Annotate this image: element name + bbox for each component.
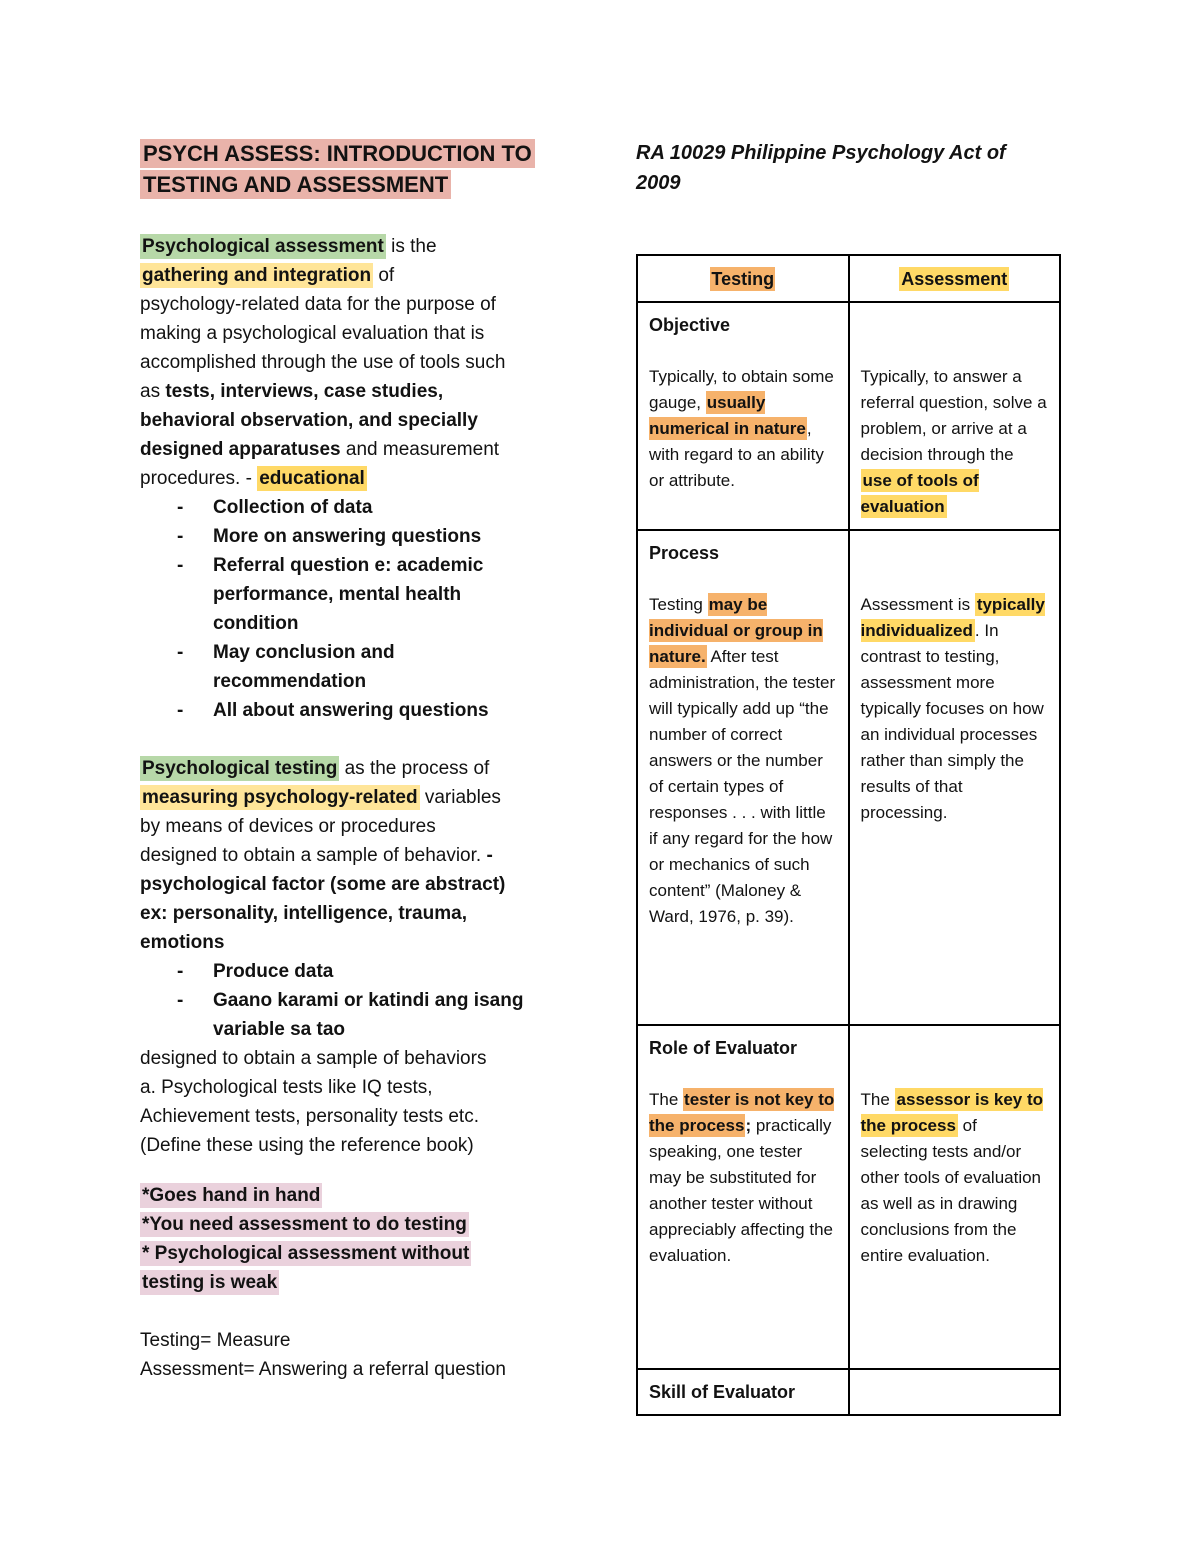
highlighted-text: typically individualized [860, 595, 1045, 640]
text-run: Gaano karami or katindi ang isang [213, 990, 524, 1011]
table-header-assessment [849, 255, 1061, 302]
text-run: performance, mental health [213, 584, 462, 605]
list-item-text [213, 700, 489, 721]
highlighted-text: educational [259, 468, 365, 489]
text-run: All about answering questions [213, 700, 489, 721]
table-row [637, 1025, 1060, 1369]
text-run: (Define these using the reference book) [140, 1135, 474, 1156]
list-item-text [213, 555, 483, 634]
cell-body [649, 364, 837, 494]
highlighted-text: TESTING AND ASSESSMENT [140, 170, 451, 199]
text-run: Typically, to obtain some gauge, [649, 367, 834, 412]
list-item [140, 696, 576, 725]
bullet-dash: - [177, 526, 184, 547]
cell-body [861, 364, 1049, 520]
list-item [140, 522, 576, 551]
text-run: Testing [649, 595, 708, 614]
table-cell-left [637, 302, 849, 530]
left-column [140, 138, 576, 1384]
assessment-paragraph [140, 232, 576, 493]
list-item [140, 638, 576, 696]
text-run: Produce data [213, 961, 334, 982]
cell-heading [861, 540, 1049, 566]
list-item-text [213, 990, 523, 1040]
highlighted-text: testing is weak [142, 1272, 278, 1293]
text-run: Assessment= Answering a referral question [140, 1359, 506, 1380]
text-run: making a psychological evaluation that is [140, 323, 485, 344]
text-run: Collection of data [213, 497, 373, 518]
list-item-text [213, 642, 395, 692]
cell-heading: Skill of Evaluator [649, 1382, 796, 1402]
right-column [636, 138, 1062, 1416]
text-run: . In contrast to testing, assessment more typically focuses on how an individual processes rather than simply the results of that processing. [860, 621, 1044, 822]
highlighted-text: assessor is key to the process [860, 1090, 1044, 1135]
text-run: , with regard to an ability or attribute. [649, 419, 824, 490]
behaviors-paragraph [140, 1044, 576, 1160]
table-header-row [637, 255, 1060, 302]
comparison-table [636, 254, 1061, 1416]
text-run: and measurement [340, 439, 500, 460]
highlighted-text: Assessment [901, 268, 1008, 289]
text-run: accomplished through the use of tools such [140, 352, 506, 373]
cell-heading [861, 312, 1049, 338]
text-run: as the process of [339, 758, 490, 779]
text-run: designed apparatuses [140, 439, 341, 460]
cell-heading: Role of Evaluator [649, 1038, 798, 1058]
text-run: More on answering questions [213, 526, 482, 547]
highlighted-text: Testing [711, 268, 775, 289]
table-body [637, 302, 1060, 1415]
text-run: ex: personality, intelligence, trauma, [140, 903, 467, 924]
bullet-dash: - [177, 961, 184, 982]
text-run: Testing= Measure [140, 1330, 291, 1351]
list-item-text [213, 526, 481, 547]
text-run: is the [385, 236, 437, 257]
highlighted-text: PSYCH ASSESS: INTRODUCTION TO [140, 139, 535, 168]
text-run: emotions [140, 932, 225, 953]
cell-heading: Process [649, 543, 720, 563]
table-cell-left [637, 1369, 849, 1415]
page-title [140, 138, 576, 200]
table-row [637, 530, 1060, 1025]
highlighted-text: tester is not key to the process [649, 1090, 835, 1135]
text-run: The [649, 1090, 684, 1109]
definitions [140, 1326, 576, 1384]
highlighted-text: * Psychological assessment without [142, 1243, 470, 1264]
text-run: behavioral observation, and specially [140, 410, 478, 431]
text-run: condition [213, 613, 299, 634]
highlighted-text: may be individual or group in nature. [649, 595, 823, 666]
cell-body [649, 592, 837, 930]
text-run: ; [745, 1116, 752, 1135]
text-run: variables [419, 787, 501, 808]
highlighted-text: usually numerical in nature [649, 393, 806, 438]
ra-law-title [636, 138, 1062, 198]
text-run: May conclusion and [213, 642, 395, 663]
cell-body [861, 1087, 1049, 1269]
table-cell-right [849, 1369, 1061, 1415]
text-run: practically speaking, one tester may be substituted for another tester without appreciably affecting the evaluation. [649, 1116, 833, 1265]
cell-heading: Objective [649, 315, 731, 335]
text-run: RA 10029 Philippine Psychology Act of [636, 142, 1006, 164]
cell-body [649, 1087, 837, 1269]
text-run: by means of devices or procedures [140, 816, 436, 837]
testing-bullet-list [140, 957, 576, 1044]
list-item [140, 551, 576, 638]
list-item [140, 957, 576, 986]
table-cell-right [849, 302, 1061, 530]
table-cell-right [849, 530, 1061, 1025]
bullet-dash: - [177, 700, 184, 721]
text-run: variable sa tao [213, 1019, 346, 1040]
side-notes [140, 1181, 576, 1297]
bullet-dash: - [177, 642, 184, 663]
text-run: psychological factor (some are abstract) [140, 874, 506, 895]
text-run: designed to obtain a sample of behaviors [140, 1048, 487, 1069]
text-run: Achievement tests, personality tests etc. [140, 1106, 479, 1127]
table-row [637, 302, 1060, 530]
table-header [637, 255, 1060, 302]
bullet-dash: - [177, 555, 184, 576]
highlighted-text: Psychological testing [142, 758, 338, 779]
highlighted-text: measuring psychology-related [142, 787, 418, 808]
text-run: The [860, 1090, 895, 1109]
text-run: - [486, 845, 493, 866]
testing-paragraph [140, 754, 576, 957]
text-run: of selecting tests and/or other tools of evaluation as well as in drawing conclusions from the entire evaluation. [860, 1116, 1042, 1265]
table-row [637, 1369, 1060, 1415]
list-item [140, 493, 576, 522]
text-run: procedures. - [140, 468, 258, 489]
text-run: Referral question e: academic [213, 555, 484, 576]
table-cell-right [849, 1025, 1061, 1369]
text-run: of [373, 265, 395, 286]
cell-body [861, 592, 1049, 826]
text-run: a. Psychological tests like IQ tests, [140, 1077, 433, 1098]
text-run: 2009 [636, 172, 681, 194]
text-run: Typically, to answer a referral question, solve a problem, or arrive at a decision through the [860, 367, 1047, 464]
text-run: as [140, 381, 166, 402]
list-item-text [213, 497, 372, 518]
text-run: psychology-related data for the purpose of [140, 294, 496, 315]
text-run: Assessment is [860, 595, 975, 614]
text-run: tests, interviews, case studies, [165, 381, 444, 402]
highlighted-text: *Goes hand in hand [142, 1185, 321, 1206]
list-item-text [213, 961, 333, 982]
highlighted-text: use of tools of evaluation [860, 471, 979, 516]
highlighted-text: gathering and integration [142, 265, 372, 286]
table-header-testing [637, 255, 849, 302]
table-cell-left [637, 530, 849, 1025]
list-item [140, 986, 576, 1044]
text-run: After test administration, the tester will typically add up “the number of correct answers or the number of certain types of responses . . . with little if any regard for the how or mechanics of such content” (Maloney & Ward, 1976, p. 39). [649, 647, 836, 926]
text-run: designed to obtain a sample of behavior. [140, 845, 487, 866]
cell-heading [861, 1035, 1049, 1061]
text-run: recommendation [213, 671, 367, 692]
table-cell-left [637, 1025, 849, 1369]
bullet-dash: - [177, 497, 184, 518]
assessment-bullet-list [140, 493, 576, 725]
highlighted-text: *You need assessment to do testing [142, 1214, 467, 1235]
highlighted-text: Psychological assessment [142, 236, 384, 257]
bullet-dash: - [177, 990, 184, 1011]
